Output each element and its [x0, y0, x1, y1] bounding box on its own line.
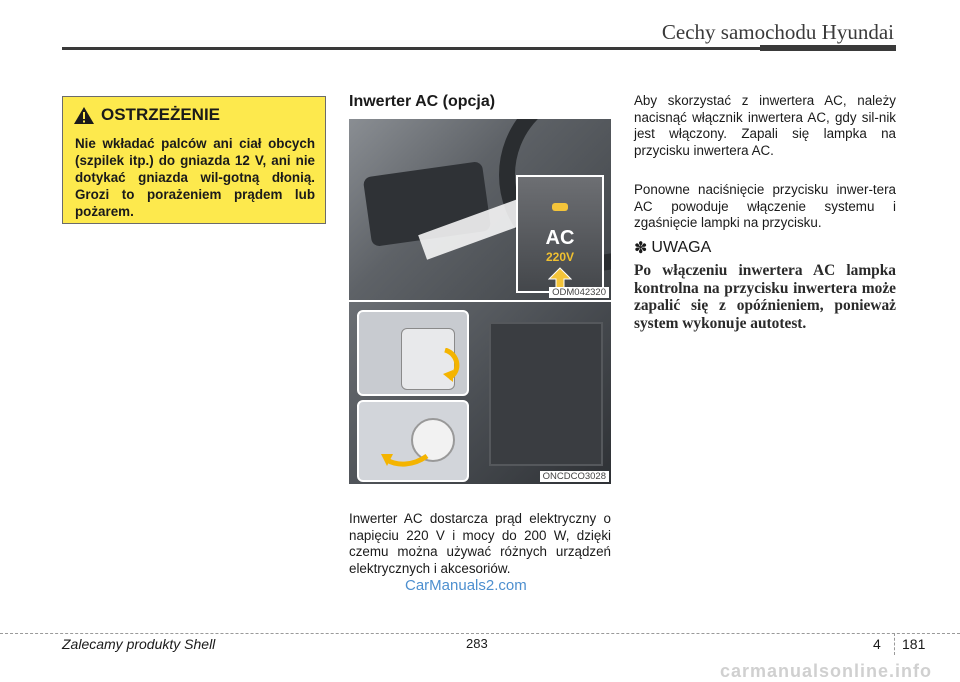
warning-header — [73, 105, 220, 125]
header-title: Cechy samochodu Hyundai — [661, 20, 894, 44]
dashboard-photo — [349, 119, 611, 300]
note-header — [634, 238, 711, 258]
footer-divider — [894, 633, 895, 655]
note-star-icon: ✽ — [634, 240, 648, 257]
trunk-socket-photo — [349, 302, 611, 484]
indicator-lamp-icon — [552, 203, 568, 211]
inverter-description: Inwerter AC dostarcza prąd elektryczny o napięciu 220 V i mocy do 200 W, dzięki czemu można używać różnych urządzeń elektrycznych i akcesoriów. — [349, 511, 611, 576]
ac-panel-voltage: 220V — [545, 250, 575, 264]
arrow-up-icon — [548, 267, 572, 289]
open-arrow-icon — [379, 450, 429, 470]
ac-button-inset — [516, 175, 604, 293]
ac-panel-label: AC — [545, 227, 575, 249]
footer-page-total: 283 — [466, 636, 488, 651]
warning-text: Nie wkładać palców ani ciał obcych (szpilek itp.) do gniazda 12 V, ani nie dotykać gniazda wil-gotną dłonią. Grozi to porażeniem prądem lub pożarem. — [75, 136, 315, 219]
usage-paragraph: Aby skorzystać z inwertera AC, należy nacisnąć włącznik inwertera AC, gdy sil-nik jest włączony. Zapali się lampka na przycisku inwertera AC. — [634, 93, 896, 158]
footer-rule — [0, 633, 960, 634]
warning-triangle-icon — [73, 106, 95, 125]
section-title: Inwerter AC (opcja) — [349, 93, 496, 110]
footer-page-number: 181 — [902, 636, 926, 652]
socket-cover-inset — [357, 310, 469, 396]
site-watermark[interactable]: carmanualsonline.info — [719, 661, 932, 681]
rotate-arrow-icon — [441, 348, 463, 382]
toggle-paragraph: Ponowne naciśnięcie przycisku inwer-tera AC powoduje włączenie systemu i zgaśnięcie lampki na przycisku. — [634, 182, 896, 230]
footer-slogan: Zalecamy produkty Shell — [62, 636, 216, 652]
warning-title: OSTRZEŻENIE — [101, 105, 221, 124]
figure-code: ODM042320 — [549, 287, 609, 298]
header-rule-accent — [760, 45, 896, 51]
note-text: Po włączeniu inwertera AC lampka kontrolna na przycisku inwertera może zapalić się z opóźnieniem, ponieważ system wykonuje autotest. — [634, 262, 896, 332]
figure-code: ONCDCO3028 — [540, 471, 609, 482]
watermark-link[interactable]: CarManuals2.com — [405, 577, 527, 594]
footer-chapter-number: 4 — [873, 636, 881, 652]
warning-box — [62, 96, 326, 224]
note-title: UWAGA — [651, 239, 712, 256]
